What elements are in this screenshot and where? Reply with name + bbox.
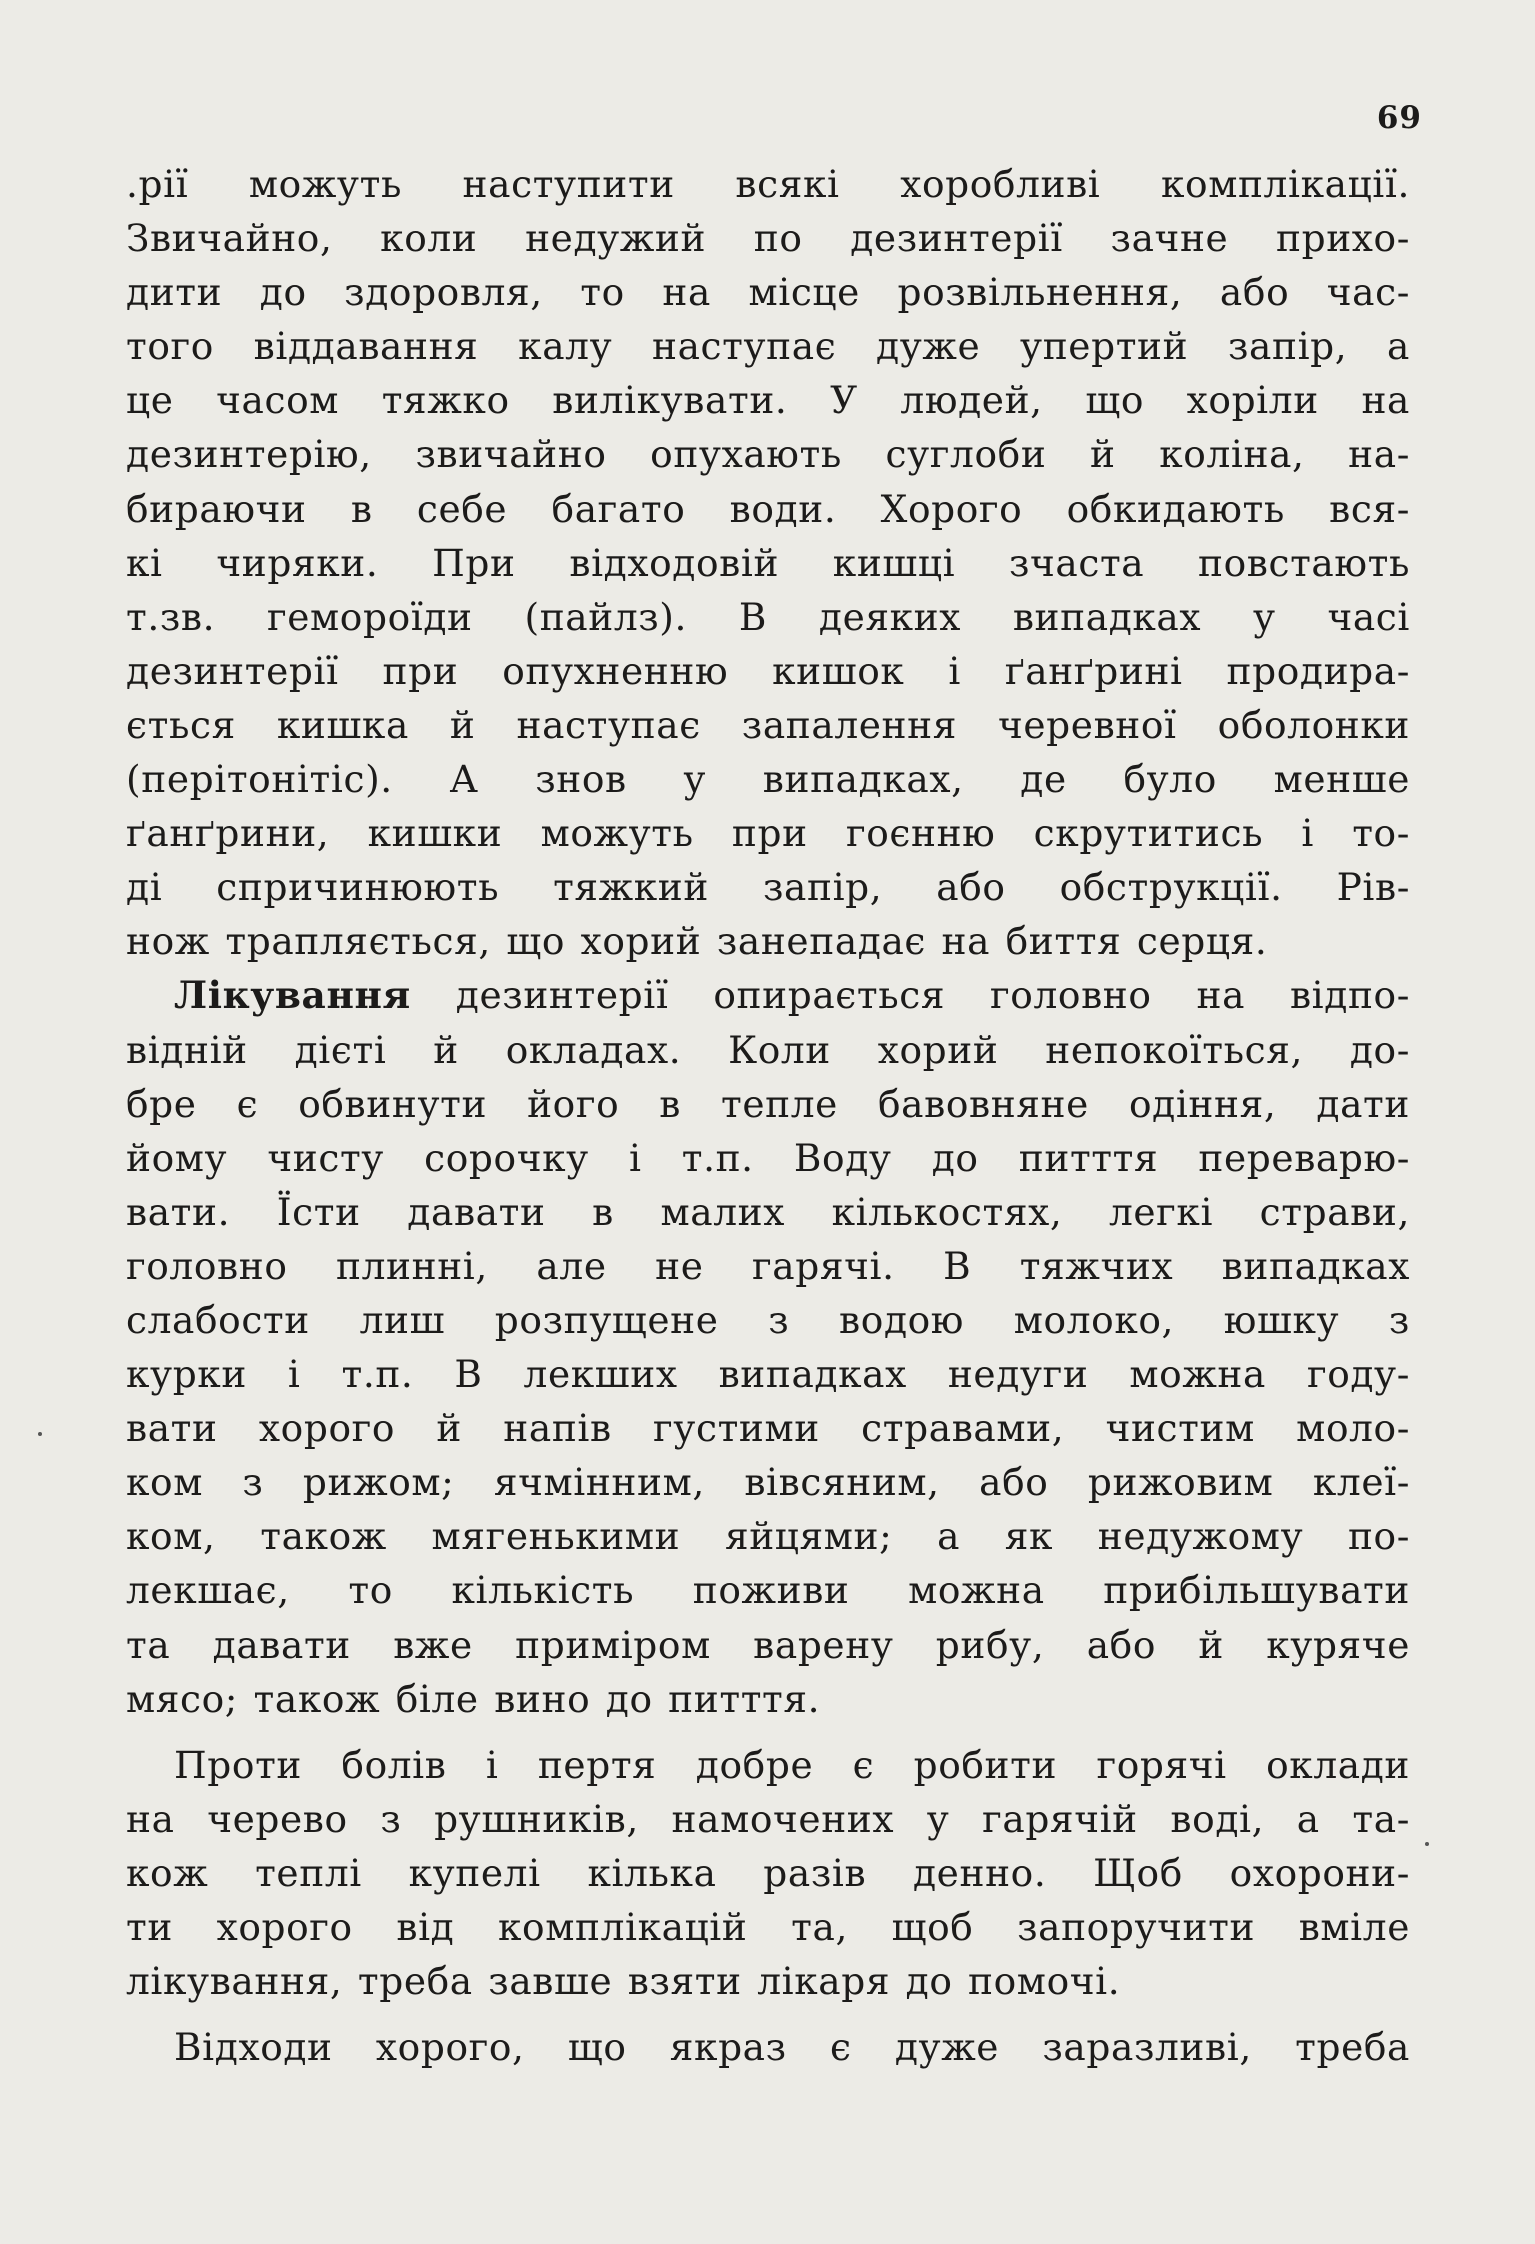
paragraph-3: [126, 1738, 1410, 2008]
text-line: відній дієті й окладах. Коли хорий непокоїться, до-: [126, 1027, 1410, 1072]
text-line: дезинтерії при опухненню кишок і ґанґрині продира-: [126, 648, 1410, 693]
text-line: мясо; також біле вино до питття.: [126, 1676, 821, 1721]
text-line: Звичайно, коли недужий по дезинтерії зачне прихо-: [126, 216, 1410, 261]
body-text: [126, 157, 1410, 2074]
text-line: Відходи хорого, що якраз є дуже заразливі, треба: [174, 2025, 1410, 2070]
text-line: (перітонітіс). А знов у випадках, де було менше: [126, 757, 1410, 802]
text-line: дезинтерію, звичайно опухають суглоби й коліна, на-: [126, 432, 1410, 477]
text-line: це часом тяжко вилікувати. У людей, що хоріли на: [126, 378, 1410, 423]
text-line: ді спричинюють тяжкий запір, або обструкції. Рів-: [126, 865, 1410, 910]
text-line: нож трапляється, що хорий занепадає на биття серця.: [126, 919, 1268, 964]
text-line: на черево з рушників, намочених у гарячій воді, а та-: [126, 1796, 1410, 1841]
paragraph-2: [126, 968, 1410, 1725]
print-speck: [38, 1432, 42, 1436]
text-line-rest: дезинтерії опирається головно на відпо-: [410, 973, 1410, 1018]
text-line: дити до здоровля, то на місце розвільнення, або час-: [126, 270, 1410, 315]
text-line: ється кишка й наступає запалення черевної оболонки: [126, 702, 1410, 747]
text-line: бре є обвинути його в тепле бавовняне одіння, дати: [126, 1081, 1410, 1126]
text-line: ком з рижом; ячмінним, вівсяним, або рижовим клеї-: [126, 1460, 1410, 1505]
text-line: курки і т.п. В лекших випадках недуги можна году-: [126, 1352, 1410, 1397]
text-line: вати. Їсти давати в малих кількостях, легкі страви,: [126, 1189, 1410, 1234]
text-line: кі чиряки. При відходовій кишці зчаста повстають: [126, 540, 1410, 585]
text-line-lead: [126, 968, 1410, 1022]
text-line: вати хорого й напів густими стравами, чистим моло-: [126, 1406, 1410, 1451]
text-line: .рії можуть наступити всякі хоробливі комплікації.: [126, 162, 1410, 206]
paragraph-gap: [126, 1726, 1410, 1738]
text-line: та давати вже приміром варену рибу, або й куряче: [126, 1622, 1410, 1667]
text-line: йому чисту сорочку і т.п. Воду до питття переварю-: [126, 1135, 1410, 1180]
print-speck: [1425, 1842, 1429, 1846]
text-line: лекшає, то кількість поживи можна прибільшувати: [126, 1568, 1410, 1613]
text-line: ґанґрини, кишки можуть при гоєнню скрутитись і то-: [126, 811, 1410, 856]
text-line: ком, також мягенькими яйцями; а як недужому по-: [126, 1514, 1410, 1559]
paragraph-1: [126, 157, 1410, 968]
paragraph-4: [126, 2020, 1410, 2074]
text-line: ти хорого від комплікацій та, щоб запоручити вміле: [126, 1905, 1410, 1949]
text-line: головно плинні, але не гарячі. В тяжчих випадках: [126, 1243, 1410, 1288]
page-number: 69: [1376, 100, 1422, 136]
text-line: бираючи в себе багато води. Хорого обкидають вся-: [126, 486, 1410, 531]
text-line: того віддавання калу наступає дуже упертий запір, а: [126, 324, 1410, 369]
text-line: слабости лиш розпущене з водою молоко, юшку з: [126, 1297, 1410, 1342]
text-line: т.зв. гемороїди (пайлз). В деяких випадках у часі: [126, 594, 1410, 639]
text-line: Проти болів і пертя добре є робити горячі оклади: [174, 1742, 1410, 1787]
section-lead-word: Лікування: [174, 973, 411, 1018]
paragraph-gap: [126, 2008, 1410, 2020]
text-line: кож теплі купелі кілька разів денно. Щоб охорони-: [126, 1850, 1410, 1895]
text-line: лікування, треба завше взяти лікаря до помочі.: [126, 1959, 1121, 2004]
